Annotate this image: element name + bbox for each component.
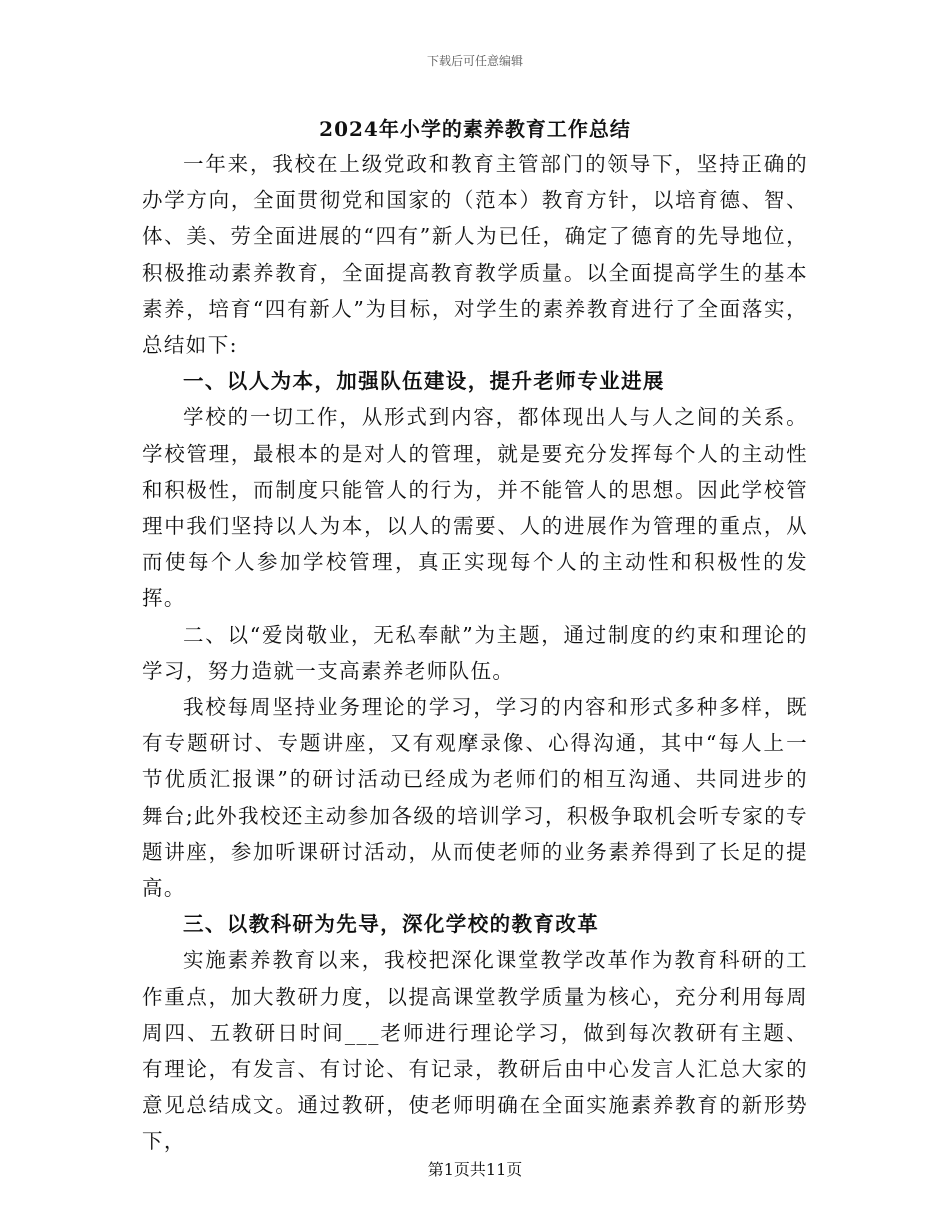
intro-paragraph: 一年来，我校在上级党政和教育主管部门的领导下，坚持正确的办学方向，全面贯彻党和国家的（范本）教育方针，以培育德、智、体、美、劳全面进展的“四有”新人为已任，确定了德育的先导地位，积极推动素养教育，全面提高教育教学质量。以全面提高学生的基本素养，培育“四有新人”为目标，对学生的素养教育进行了全面落实，总结如下: xyxy=(142,152,808,358)
body-paragraph-management: 学校的一切工作，从形式到内容，都体现出人与人之间的关系。学校管理，最根本的是对人的管理，就是要充分发挥每个人的主动性和积极性，而制度只能管人的行为，并不能管人的思想。因此学校管理中我们坚持以人为本，以人的需要、人的进展作为管理的重点，从而使每个人参加学校管理，真正实现每个人的主动性和积极性的发挥。 xyxy=(142,405,808,611)
page-footer: 第1页共11页 xyxy=(427,1160,523,1179)
section-heading-1: 一、以人为本，加强队伍建设，提升老师专业进展 xyxy=(183,369,665,394)
document-body xyxy=(142,146,808,1160)
body-paragraph-theme: 二、以“爱岗敬业，无私奉献”为主题，通过制度的约束和理论的学习，努力造就一支高素养老师队伍。 xyxy=(142,622,808,683)
section-heading-3: 三、以教科研为先导，深化学校的教育改革 xyxy=(183,912,600,937)
header-note: 下载后可任意编辑 xyxy=(426,54,523,68)
body-paragraph-research: 实施素养教育以来，我校把深化课堂教学改革作为教育科研的工作重点，加大教研力度，以提高课堂教学质量为核心，充分利用每周周四、五教研日时间___老师进行理论学习，做到每次教研有主题、有理论，有发言、有讨论、有记录，教研后由中心发言人汇总大家的意见总结成文。通过教研，使老师明确在全面实施素养教育的新形势下， xyxy=(142,948,808,1154)
body-paragraph-study: 我校每周坚持业务理论的学习，学习的内容和形式多种多样，既有专题研讨、专题讲座，又有观摩录像、心得沟通，其中“每人上一节优质汇报课”的研讨活动已经成为老师们的相互沟通、共同进步的舞台;此外我校还主动参加各级的培训学习，积极争取机会听专家的专题讲座，参加听课研讨活动，从而使老师的业务素养得到了长足的提高。 xyxy=(142,695,808,901)
document-title: 2024年小学的素养教育工作总结 xyxy=(319,117,631,141)
